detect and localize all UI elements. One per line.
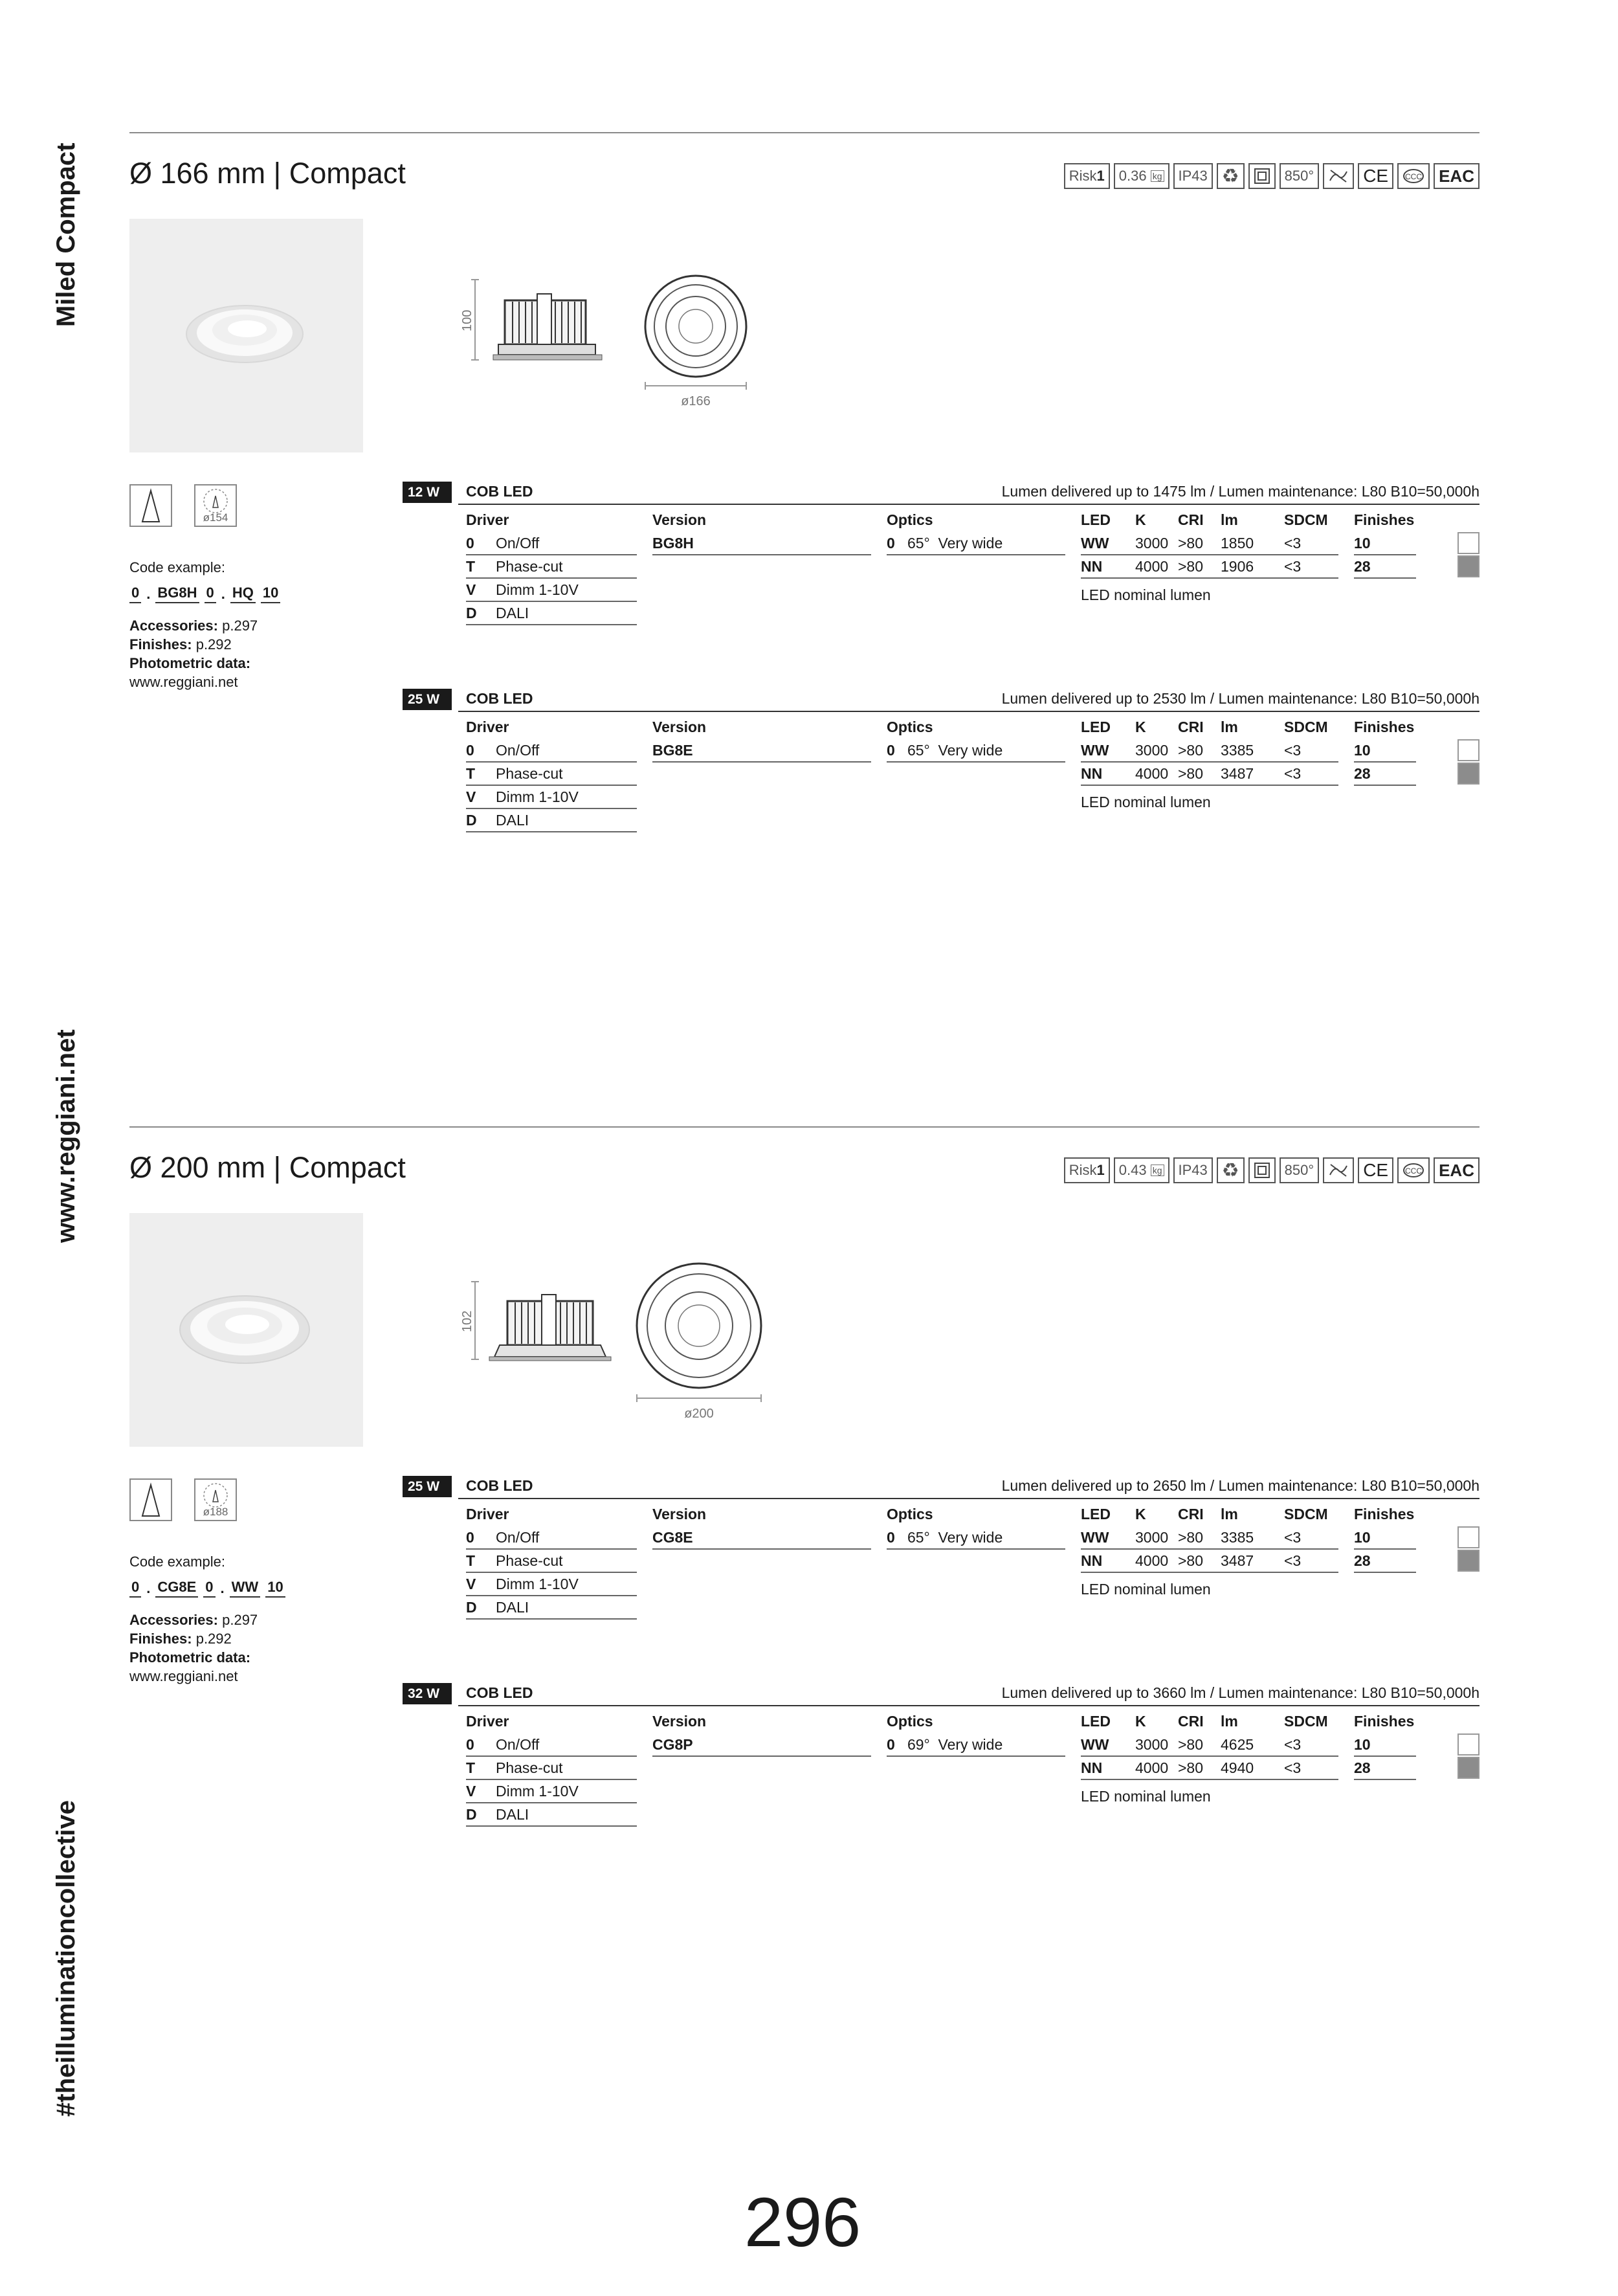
finish-swatch bbox=[1457, 1757, 1479, 1779]
version-underline bbox=[652, 761, 871, 763]
led-lumen: 3487 bbox=[1221, 1552, 1254, 1569]
led-header: LED bbox=[1081, 1506, 1111, 1522]
code-example-label: Code example: bbox=[129, 559, 225, 575]
class-ii-icon bbox=[1248, 163, 1276, 189]
version-header: Version bbox=[652, 1713, 707, 1730]
finish-swatch bbox=[1457, 1526, 1479, 1548]
optics-header: Optics bbox=[887, 511, 933, 528]
sdcm-header: SDCM bbox=[1284, 511, 1328, 528]
code-example bbox=[129, 1577, 285, 1598]
driver-row bbox=[466, 1783, 579, 1800]
code-info bbox=[129, 1552, 285, 1686]
finish-underline bbox=[1354, 761, 1416, 763]
optic-row: 0 65° Very wide bbox=[887, 535, 1003, 552]
k-header: K bbox=[1135, 719, 1146, 735]
led-code: NN bbox=[1081, 1552, 1103, 1569]
block-rule bbox=[458, 1498, 1479, 1499]
driver-code: D bbox=[466, 1806, 477, 1823]
section-rule bbox=[129, 132, 1479, 133]
driver-underline bbox=[466, 785, 637, 786]
cri-header: CRI bbox=[1178, 1506, 1204, 1522]
driver-row bbox=[466, 1529, 539, 1546]
version-header: Version bbox=[652, 511, 707, 528]
version-code: BG8E bbox=[652, 742, 693, 759]
version-code: CG8E bbox=[652, 1529, 693, 1546]
led-note: LED nominal lumen bbox=[1081, 586, 1211, 603]
driver-name: Dimm 1-10V bbox=[496, 581, 579, 598]
product-drawing bbox=[453, 1262, 906, 1434]
lm-header: lm bbox=[1221, 1713, 1238, 1730]
finish-code: 10 bbox=[1354, 1529, 1371, 1546]
class-ii-icon bbox=[1248, 1157, 1276, 1183]
driver-row bbox=[466, 535, 539, 552]
led-header: LED bbox=[1081, 511, 1111, 528]
ccc-mark-icon bbox=[1397, 1157, 1430, 1183]
driver-underline bbox=[466, 831, 637, 832]
no-insulation-icon bbox=[1323, 163, 1354, 189]
led-note: LED nominal lumen bbox=[1081, 1788, 1211, 1805]
optics-header: Optics bbox=[887, 1713, 933, 1730]
accessories-line: Accessories: p.297 bbox=[129, 1612, 258, 1628]
photometric-label: Photometric data: bbox=[129, 1649, 251, 1666]
code-segment: 10 bbox=[261, 583, 280, 603]
led-sdcm: <3 bbox=[1284, 765, 1302, 782]
led-code: WW bbox=[1081, 1529, 1109, 1546]
led-underline bbox=[1081, 1548, 1338, 1550]
driver-name: DALI bbox=[496, 1806, 529, 1823]
driver-underline bbox=[466, 1755, 637, 1757]
finishes-header: Finishes bbox=[1354, 1713, 1415, 1730]
k-header: K bbox=[1135, 1713, 1146, 1730]
finish-code: 28 bbox=[1354, 765, 1371, 782]
driver-underline bbox=[466, 1595, 637, 1596]
driver-row bbox=[466, 1599, 529, 1616]
code-segment: CG8E bbox=[155, 1577, 198, 1598]
led-underline bbox=[1081, 761, 1338, 763]
side-brand: Miled Compact bbox=[52, 142, 80, 327]
finish-underline bbox=[1354, 554, 1416, 555]
driver-row bbox=[466, 1806, 529, 1823]
version-code: CG8P bbox=[652, 1736, 693, 1753]
code-segment: 0 bbox=[203, 1577, 215, 1598]
optic-row: 0 65° Very wide bbox=[887, 742, 1003, 759]
led-lumen: 1850 bbox=[1221, 535, 1254, 552]
led-lumen: 1906 bbox=[1221, 558, 1254, 575]
driver-row bbox=[466, 1759, 563, 1777]
product-photo bbox=[129, 1213, 363, 1447]
driver-row bbox=[466, 765, 563, 783]
section-title: Ø 166 mm | Compact bbox=[129, 157, 406, 190]
code-dot: . bbox=[146, 1580, 151, 1596]
optic-row: 0 69° Very wide bbox=[887, 1736, 1003, 1753]
finish-underline bbox=[1354, 1779, 1416, 1780]
lumen-info: Lumen delivered up to 2650 lm / Lumen maintenance: L80 B10=50,000h bbox=[1001, 1477, 1479, 1494]
optics-header: Optics bbox=[887, 1506, 933, 1522]
lm-header: lm bbox=[1221, 1506, 1238, 1522]
finish-code: 28 bbox=[1354, 1759, 1371, 1776]
wattage-tag: 25 W bbox=[403, 1476, 452, 1497]
led-sdcm: <3 bbox=[1284, 535, 1302, 552]
driver-name: DALI bbox=[496, 812, 529, 829]
ip-badge: IP43 bbox=[1173, 1157, 1213, 1183]
version-header: Version bbox=[652, 719, 707, 735]
driver-code: T bbox=[466, 765, 476, 782]
beam-icon bbox=[129, 1478, 172, 1521]
driver-code: D bbox=[466, 1599, 477, 1616]
finish-code: 28 bbox=[1354, 1552, 1371, 1569]
led-kelvin: 4000 bbox=[1135, 558, 1169, 575]
website-link[interactable]: www.reggiani.net bbox=[129, 674, 238, 690]
eac-mark-icon: EAC bbox=[1434, 1157, 1479, 1183]
code-dot: . bbox=[221, 586, 225, 602]
driver-row bbox=[466, 742, 539, 759]
led-kelvin: 3000 bbox=[1135, 1529, 1169, 1546]
driver-underline bbox=[466, 1572, 637, 1573]
led-underline bbox=[1081, 785, 1338, 786]
no-insulation-icon bbox=[1323, 1157, 1354, 1183]
sdcm-header: SDCM bbox=[1284, 1506, 1328, 1522]
finish-underline bbox=[1354, 1572, 1416, 1573]
driver-row bbox=[466, 812, 529, 829]
finishes-header: Finishes bbox=[1354, 719, 1415, 735]
driver-code: T bbox=[466, 1759, 476, 1776]
recycle-icon: ♻ bbox=[1217, 163, 1245, 189]
version-code: BG8H bbox=[652, 535, 694, 552]
diameter-label: ø166 bbox=[681, 394, 711, 408]
driver-code: 0 bbox=[466, 535, 474, 552]
led-underline bbox=[1081, 1755, 1338, 1757]
led-code: NN bbox=[1081, 1759, 1103, 1776]
finish-swatch bbox=[1457, 1733, 1479, 1755]
version-underline bbox=[652, 1548, 871, 1550]
driver-code: D bbox=[466, 605, 477, 621]
led-header: LED bbox=[1081, 1713, 1111, 1730]
risk-badge: Risk 1 bbox=[1064, 163, 1110, 189]
version-underline bbox=[652, 554, 871, 555]
led-sdcm: <3 bbox=[1284, 742, 1302, 759]
driver-row bbox=[466, 605, 529, 622]
driver-name: DALI bbox=[496, 605, 529, 621]
led-lumen: 3385 bbox=[1221, 1529, 1254, 1546]
led-note: LED nominal lumen bbox=[1081, 794, 1211, 810]
led-sdcm: <3 bbox=[1284, 1529, 1302, 1546]
finish-code: 10 bbox=[1354, 1736, 1371, 1753]
driver-name: On/Off bbox=[496, 1736, 540, 1753]
led-lumen: 3487 bbox=[1221, 765, 1254, 782]
sdcm-header: SDCM bbox=[1284, 719, 1328, 735]
led-cri: >80 bbox=[1178, 535, 1204, 552]
driver-underline bbox=[466, 761, 637, 763]
driver-underline bbox=[466, 554, 637, 555]
driver-code: V bbox=[466, 1783, 476, 1800]
block-rule bbox=[458, 1705, 1479, 1706]
section-rule bbox=[129, 1126, 1479, 1128]
website-link[interactable]: www.reggiani.net bbox=[129, 1668, 238, 1684]
led-underline bbox=[1081, 577, 1338, 579]
driver-header: Driver bbox=[466, 1506, 509, 1522]
code-segment: 0 bbox=[129, 1577, 141, 1598]
led-underline bbox=[1081, 1572, 1338, 1573]
led-kelvin: 4000 bbox=[1135, 1759, 1169, 1776]
cri-header: CRI bbox=[1178, 719, 1204, 735]
height-label: 102 bbox=[460, 1310, 474, 1332]
product-photo bbox=[129, 219, 363, 452]
optic-row: 0 65° Very wide bbox=[887, 1529, 1003, 1546]
code-dot: . bbox=[220, 1580, 225, 1596]
lumen-info: Lumen delivered up to 1475 lm / Lumen maintenance: L80 B10=50,000h bbox=[1001, 483, 1479, 500]
driver-code: V bbox=[466, 788, 476, 805]
weight-badge: 0.43 kg bbox=[1114, 1157, 1169, 1183]
spec-block bbox=[403, 1683, 1479, 1877]
driver-underline bbox=[466, 577, 637, 579]
optic-underline bbox=[887, 1755, 1065, 1757]
driver-row bbox=[466, 1576, 579, 1593]
led-cri: >80 bbox=[1178, 1759, 1204, 1776]
side-hashtag: #theilluminationcollective bbox=[52, 1800, 80, 2117]
led-cri: >80 bbox=[1178, 765, 1204, 782]
led-kelvin: 3000 bbox=[1135, 742, 1169, 759]
lm-header: lm bbox=[1221, 719, 1238, 735]
finish-swatch bbox=[1457, 763, 1479, 785]
weight-badge: 0.36 kg bbox=[1114, 163, 1169, 189]
driver-underline bbox=[466, 808, 637, 809]
finishes-line: Finishes: p.292 bbox=[129, 1631, 232, 1647]
page-number: 296 bbox=[744, 2183, 861, 2261]
height-label: 100 bbox=[460, 309, 474, 331]
driver-code: 0 bbox=[466, 742, 474, 759]
led-note: LED nominal lumen bbox=[1081, 1581, 1211, 1598]
k-header: K bbox=[1135, 1506, 1146, 1522]
led-kelvin: 4000 bbox=[1135, 765, 1169, 782]
led-underline bbox=[1081, 554, 1338, 555]
glow-wire-badge: 850° bbox=[1280, 1157, 1320, 1183]
driver-name: Phase-cut bbox=[496, 765, 563, 782]
driver-name: Dimm 1-10V bbox=[496, 788, 579, 805]
led-sdcm: <3 bbox=[1284, 558, 1302, 575]
finish-underline bbox=[1354, 1755, 1416, 1757]
driver-name: On/Off bbox=[496, 1529, 540, 1546]
code-example-label: Code example: bbox=[129, 1554, 225, 1570]
ccc-mark-icon bbox=[1397, 163, 1430, 189]
cutout-icon: ø188 bbox=[194, 1478, 237, 1521]
eac-mark-icon: EAC bbox=[1434, 163, 1479, 189]
side-website: www.reggiani.net bbox=[52, 1029, 80, 1243]
finish-underline bbox=[1354, 785, 1416, 786]
block-rule bbox=[458, 711, 1479, 712]
driver-underline bbox=[466, 1618, 637, 1620]
ip-badge: IP43 bbox=[1173, 163, 1213, 189]
driver-row bbox=[466, 788, 579, 806]
driver-code: T bbox=[466, 1552, 476, 1569]
diameter-label: ø200 bbox=[684, 1407, 714, 1421]
spec-block bbox=[403, 482, 1479, 676]
led-type: COB LED bbox=[466, 1477, 533, 1494]
driver-name: Phase-cut bbox=[496, 1759, 563, 1776]
k-header: K bbox=[1135, 511, 1146, 528]
finish-underline bbox=[1354, 577, 1416, 579]
led-sdcm: <3 bbox=[1284, 1759, 1302, 1776]
led-cri: >80 bbox=[1178, 558, 1204, 575]
wattage-tag: 12 W bbox=[403, 482, 452, 503]
code-segment: HQ bbox=[230, 583, 256, 603]
driver-underline bbox=[466, 1802, 637, 1803]
glow-wire-badge: 850° bbox=[1280, 163, 1320, 189]
code-segment: WW bbox=[230, 1577, 261, 1598]
finish-underline bbox=[1354, 1548, 1416, 1550]
driver-underline bbox=[466, 1548, 637, 1550]
ce-mark-icon: CE bbox=[1358, 163, 1393, 189]
cri-header: CRI bbox=[1178, 1713, 1204, 1730]
section-166 bbox=[129, 132, 1479, 844]
driver-name: Phase-cut bbox=[496, 558, 563, 575]
led-type: COB LED bbox=[466, 690, 533, 707]
driver-header: Driver bbox=[466, 719, 509, 735]
photometric-label: Photometric data: bbox=[129, 655, 251, 671]
optic-underline bbox=[887, 761, 1065, 763]
led-code: WW bbox=[1081, 535, 1109, 552]
product-drawing bbox=[453, 274, 906, 446]
driver-underline bbox=[466, 624, 637, 625]
driver-row bbox=[466, 558, 563, 575]
led-code: NN bbox=[1081, 558, 1103, 575]
driver-name: Dimm 1-10V bbox=[496, 1783, 579, 1800]
finish-swatch bbox=[1457, 555, 1479, 577]
version-header: Version bbox=[652, 1506, 707, 1522]
finishes-header: Finishes bbox=[1354, 1506, 1415, 1522]
recycle-icon: ♻ bbox=[1217, 1157, 1245, 1183]
driver-name: Dimm 1-10V bbox=[496, 1576, 579, 1592]
version-underline bbox=[652, 1755, 871, 1757]
driver-underline bbox=[466, 1825, 637, 1827]
driver-header: Driver bbox=[466, 511, 509, 528]
led-sdcm: <3 bbox=[1284, 1736, 1302, 1753]
section-title: Ø 200 mm | Compact bbox=[129, 1151, 406, 1184]
code-segment: 10 bbox=[265, 1577, 285, 1598]
led-cri: >80 bbox=[1178, 1529, 1204, 1546]
spec-block bbox=[403, 1476, 1479, 1670]
driver-row bbox=[466, 1736, 539, 1754]
block-rule bbox=[458, 504, 1479, 505]
code-segment: 0 bbox=[129, 583, 141, 603]
finish-code: 10 bbox=[1354, 742, 1371, 759]
svg-text:CCC: CCC bbox=[1405, 1166, 1423, 1176]
beam-icon bbox=[129, 484, 172, 527]
led-code: WW bbox=[1081, 1736, 1109, 1753]
driver-code: 0 bbox=[466, 1736, 474, 1753]
led-lumen: 4625 bbox=[1221, 1736, 1254, 1753]
driver-underline bbox=[466, 1779, 637, 1780]
optics-header: Optics bbox=[887, 719, 933, 735]
code-example bbox=[129, 583, 280, 603]
optic-underline bbox=[887, 554, 1065, 555]
finishes-header: Finishes bbox=[1354, 511, 1415, 528]
certification-strip bbox=[1064, 163, 1479, 192]
section-200 bbox=[129, 1126, 1479, 1838]
accessories-line: Accessories: p.297 bbox=[129, 618, 258, 634]
certification-strip bbox=[1064, 1157, 1479, 1186]
led-header: LED bbox=[1081, 719, 1111, 735]
driver-code: 0 bbox=[466, 1529, 474, 1546]
risk-badge: Risk 1 bbox=[1064, 1157, 1110, 1183]
driver-code: T bbox=[466, 558, 476, 575]
wattage-tag: 32 W bbox=[403, 1683, 452, 1704]
led-kelvin: 4000 bbox=[1135, 1552, 1169, 1569]
led-underline bbox=[1081, 1779, 1338, 1780]
spec-block bbox=[403, 689, 1479, 883]
lumen-info: Lumen delivered up to 2530 lm / Lumen maintenance: L80 B10=50,000h bbox=[1001, 690, 1479, 707]
led-code: WW bbox=[1081, 742, 1109, 759]
driver-code: V bbox=[466, 581, 476, 598]
led-sdcm: <3 bbox=[1284, 1552, 1302, 1569]
cri-header: CRI bbox=[1178, 511, 1204, 528]
driver-underline bbox=[466, 601, 637, 602]
led-kelvin: 3000 bbox=[1135, 1736, 1169, 1753]
code-segment: 0 bbox=[205, 583, 216, 603]
optic-underline bbox=[887, 1548, 1065, 1550]
finish-code: 28 bbox=[1354, 558, 1371, 575]
driver-code: V bbox=[466, 1576, 476, 1592]
finish-swatch bbox=[1457, 532, 1479, 554]
led-type: COB LED bbox=[466, 483, 533, 500]
svg-text:CCC: CCC bbox=[1405, 172, 1423, 181]
led-lumen: 3385 bbox=[1221, 742, 1254, 759]
lumen-info: Lumen delivered up to 3660 lm / Lumen maintenance: L80 B10=50,000h bbox=[1001, 1684, 1479, 1701]
led-type: COB LED bbox=[466, 1684, 533, 1701]
led-cri: >80 bbox=[1178, 742, 1204, 759]
driver-row bbox=[466, 581, 579, 599]
sdcm-header: SDCM bbox=[1284, 1713, 1328, 1730]
finish-code: 10 bbox=[1354, 535, 1371, 552]
driver-code: D bbox=[466, 812, 477, 829]
led-cri: >80 bbox=[1178, 1552, 1204, 1569]
lm-header: lm bbox=[1221, 511, 1238, 528]
driver-header: Driver bbox=[466, 1713, 509, 1730]
finish-swatch bbox=[1457, 1550, 1479, 1572]
driver-name: Phase-cut bbox=[496, 1552, 563, 1569]
driver-name: On/Off bbox=[496, 742, 540, 759]
led-kelvin: 3000 bbox=[1135, 535, 1169, 552]
led-lumen: 4940 bbox=[1221, 1759, 1254, 1776]
led-code: NN bbox=[1081, 765, 1103, 782]
ce-mark-icon: CE bbox=[1358, 1157, 1393, 1183]
wattage-tag: 25 W bbox=[403, 689, 452, 710]
code-segment: BG8H bbox=[155, 583, 199, 603]
code-dot: . bbox=[146, 586, 151, 602]
finishes-line: Finishes: p.292 bbox=[129, 636, 232, 652]
code-info bbox=[129, 558, 280, 691]
led-cri: >80 bbox=[1178, 1736, 1204, 1753]
driver-name: DALI bbox=[496, 1599, 529, 1616]
driver-row bbox=[466, 1552, 563, 1570]
finish-swatch bbox=[1457, 739, 1479, 761]
cutout-icon: ø154 bbox=[194, 484, 237, 527]
driver-name: On/Off bbox=[496, 535, 540, 552]
